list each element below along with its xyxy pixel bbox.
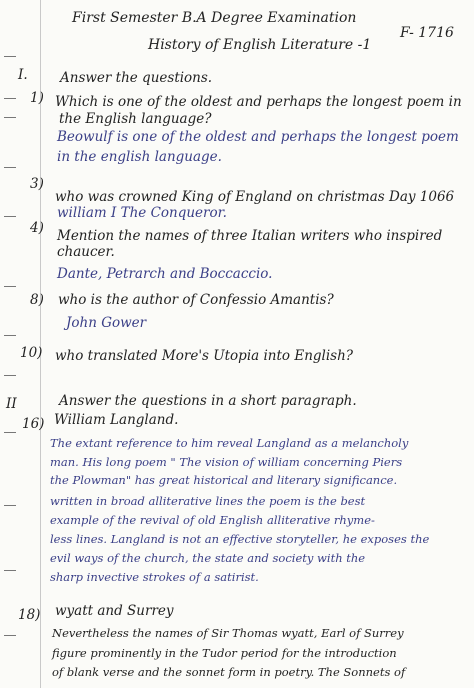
question-number: 3) [30,176,44,192]
answer-line: evil ways of the church, the state and society with the [50,551,366,565]
question-number: 8) [30,292,44,308]
answer-line: the Plowman" has great historical and literary significance. [50,473,398,487]
question-text: who is the author of Confessio Amantis? [58,292,334,308]
margin-dash [4,635,16,636]
margin-dash [4,570,16,571]
question-text: the English language? [59,111,212,127]
answer-line: sharp invective strokes of a satirist. [50,570,259,584]
section-number: I. [18,67,28,83]
answer-line: example of the revival of old English alliterative rhyme- [50,513,375,527]
answer-text: william I The Conqueror. [57,205,227,221]
question-number: 18) [18,607,41,623]
margin-dash [4,286,16,287]
margin-dash [4,98,16,99]
question-number: 10) [20,345,43,361]
answer-line: written in broad alliterative lines the poem is the best [50,494,366,508]
question-number: 1) [30,90,44,106]
question-text: Which is one of the oldest and perhaps the longest poem in [55,94,462,110]
margin-dash [4,375,16,376]
question-text: Mention the names of three Italian writers who inspired [57,228,443,244]
answer-text: Beowulf is one of the oldest and perhaps the longest poem [57,129,459,145]
margin-dash [4,335,16,336]
answer-line: man. His long poem " The vision of william concerning Piers [50,455,403,469]
section-instruction: Answer the questions. [60,70,213,86]
answer-line: figure prominently in the Tudor period for the introduction [52,646,397,660]
margin-dash [4,505,16,506]
question-number: 16) [22,416,45,432]
question-number: 4) [30,220,44,236]
section-number: II [6,396,17,412]
question-text: who translated More's Utopia into English? [55,348,354,364]
margin-dash [4,117,16,118]
paper-code: F- 1716 [400,25,454,41]
margin-dash [4,56,16,57]
margin-dash [4,432,16,433]
question-text: who was crowned King of England on christmas Day 1066 [55,189,455,205]
exam-subject: History of English Literature -1 [148,37,372,53]
margin-dash [4,167,16,168]
answer-line: of blank verse and the sonnet form in poetry. The Sonnets of [52,665,406,679]
answer-text: in the english language. [57,149,222,165]
answer-heading: wyatt and Surrey [55,603,174,619]
answer-line: less lines. Langland is not an effective storyteller, he exposes the [50,532,430,546]
section-instruction: Answer the questions in a short paragraph. [59,393,357,409]
margin-dash [4,216,16,217]
answer-line: The extant reference to him reveal Langland as a melancholy [50,436,409,450]
exam-title: First Semester B.A Degree Examination [72,10,357,26]
question-text: chaucer. [57,244,115,260]
answer-text: John Gower [66,315,147,331]
answer-text: Dante, Petrarch and Boccaccio. [57,266,273,282]
answer-heading: William Langland. [54,412,179,428]
answer-line: Nevertheless the names of Sir Thomas wyatt, Earl of Surrey [52,626,404,640]
